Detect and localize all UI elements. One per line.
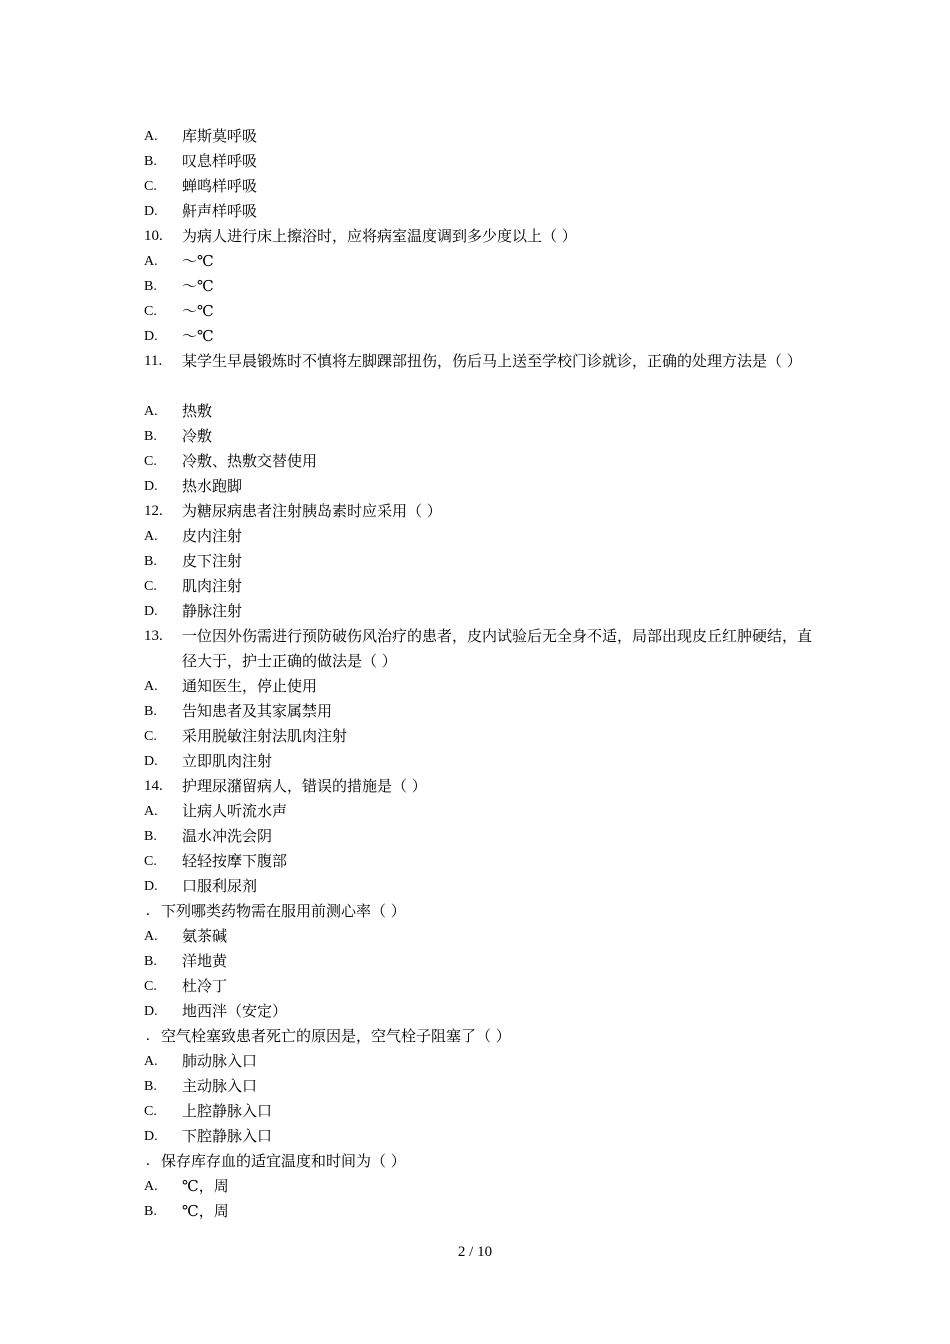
question-number: 14. [144,778,163,794]
option-line [144,574,816,599]
option-line [144,174,816,199]
option-label: B. [144,829,157,844]
option-text: 让病人听流水声 [182,802,288,820]
option-label: C. [144,729,157,744]
option-text: 库斯莫呼吸 [182,127,258,145]
page-number: 2 / 10 [457,1244,493,1260]
option-label: D. [144,329,158,344]
option-label: A. [144,929,158,944]
option-line [144,399,816,424]
option-line [144,1174,816,1199]
option-line [144,799,816,824]
option-text: 主动脉入口 [182,1077,258,1095]
option-line [144,1199,816,1224]
option-text: 温水冲洗会阴 [182,827,273,845]
option-text: 冷敷 [182,427,213,445]
option-label: B. [144,704,157,719]
question-number: . [146,1153,150,1169]
option-label: A. [144,1179,158,1194]
option-line [144,874,816,899]
question-text: 为病人进行床上擦浴时，应将病室温度调到多少度以上（ ） [182,227,577,245]
option-text: ℃，周 [182,1202,229,1220]
option-label: C. [144,454,157,469]
question-text: 某学生早晨锻炼时不慎将左脚踝部扭伤，伤后马上送至学校门诊就诊，正确的处理方法是（ ） [182,352,802,370]
question-line [144,899,816,924]
option-line [144,824,816,849]
option-label: B. [144,429,157,444]
option-text: 蝉鸣样呼吸 [182,177,258,195]
option-line [144,449,816,474]
option-text: 皮下注射 [182,552,243,570]
option-label: B. [144,1079,157,1094]
option-text: 肌肉注射 [182,577,243,595]
option-line [144,549,816,574]
option-label: D. [144,1004,158,1019]
option-line [144,699,816,724]
option-text: 下腔静脉入口 [182,1127,273,1145]
option-label: A. [144,804,158,819]
question-text: 空气栓塞致患者死亡的原因是，空气栓子阻塞了（ ） [161,1027,511,1045]
option-text: 采用脱敏注射法肌肉注射 [182,727,348,745]
option-label: C. [144,1104,157,1119]
option-line [144,674,816,699]
question-text: 下列哪类药物需在服用前测心率（ ） [161,902,406,920]
option-text: 口服利尿剂 [182,877,258,895]
option-line [144,1099,816,1124]
option-text: 鼾声样呼吸 [182,202,258,220]
option-text: 热敷 [182,402,213,420]
question-number: 11. [144,353,163,369]
option-line [144,274,816,299]
option-text: ～℃ [182,252,214,270]
option-line [144,849,816,874]
option-text: 通知医生，停止使用 [182,677,318,695]
option-line [144,1049,816,1074]
option-line [144,974,816,999]
option-text: 上腔静脉入口 [182,1102,273,1120]
question-text: 一位因外伤需进行预防破伤风治疗的患者，皮内试验后无全身不适，局部出现皮丘红肿硬结，直径大于，护士正确的做法是（ ） [182,627,813,670]
option-label: D. [144,604,158,619]
option-line [144,724,816,749]
option-text: ～℃ [182,327,214,345]
document-body [144,124,816,1224]
option-label: D. [144,1129,158,1144]
question-line [144,224,816,249]
option-label: B. [144,1204,157,1219]
option-label: C. [144,854,157,869]
option-label: D. [144,754,158,769]
option-label: A. [144,679,158,694]
option-line [144,424,816,449]
option-text: ～℃ [182,302,214,320]
question-line [144,1024,816,1049]
option-text: 静脉注射 [182,602,243,620]
option-text: 立即肌肉注射 [182,752,273,770]
question-number: 12. [144,503,163,519]
question-text: 为糖尿病患者注射胰岛素时应采用（ ） [182,502,442,520]
option-line [144,524,816,549]
option-label: B. [144,954,157,969]
option-line [144,749,816,774]
question-line [144,624,816,674]
question-line [144,499,816,524]
question-number: . [146,1028,150,1044]
option-text: ～℃ [182,277,214,295]
option-label: C. [144,979,157,994]
question-line [144,774,816,799]
option-line [144,949,816,974]
option-text: 冷敷、热敷交替使用 [182,452,318,470]
option-text: 皮内注射 [182,527,243,545]
option-line [144,1074,816,1099]
option-line [144,924,816,949]
option-line [144,599,816,624]
option-line [144,299,816,324]
option-label: A. [144,404,158,419]
option-text: 洋地黄 [182,952,228,970]
option-text: 杜冷丁 [182,977,228,995]
question-number: . [146,903,150,919]
question-line [144,1149,816,1174]
option-text: 轻轻按摩下腹部 [182,852,288,870]
option-label: A. [144,529,158,544]
option-line [144,1124,816,1149]
option-label: C. [144,179,157,194]
question-number: 10. [144,228,163,244]
question-number: 13. [144,628,163,644]
option-text: ℃，周 [182,1177,229,1195]
option-label: D. [144,204,158,219]
option-line [144,199,816,224]
question-line [144,349,816,399]
option-line [144,324,816,349]
option-text: 叹息样呼吸 [182,152,258,170]
question-text: 护理尿潴留病人，错误的措施是（ ） [182,777,427,795]
question-text: 保存库存血的适宜温度和时间为（ ） [161,1152,406,1170]
option-label: B. [144,279,157,294]
option-text: 告知患者及其家属禁用 [182,702,333,720]
option-line [144,999,816,1024]
option-line [144,149,816,174]
option-label: D. [144,479,158,494]
option-line [144,249,816,274]
option-label: A. [144,254,158,269]
option-label: D. [144,879,158,894]
option-text: 肺动脉入口 [182,1052,258,1070]
option-line [144,124,816,149]
option-label: C. [144,304,157,319]
option-label: C. [144,579,157,594]
option-label: A. [144,129,158,144]
option-text: 热水跑脚 [182,477,243,495]
option-label: A. [144,1054,158,1069]
option-label: B. [144,554,157,569]
option-label: B. [144,154,157,169]
option-text: 地西泮（安定） [182,1002,288,1020]
option-text: 氨茶碱 [182,927,228,945]
option-line [144,474,816,499]
